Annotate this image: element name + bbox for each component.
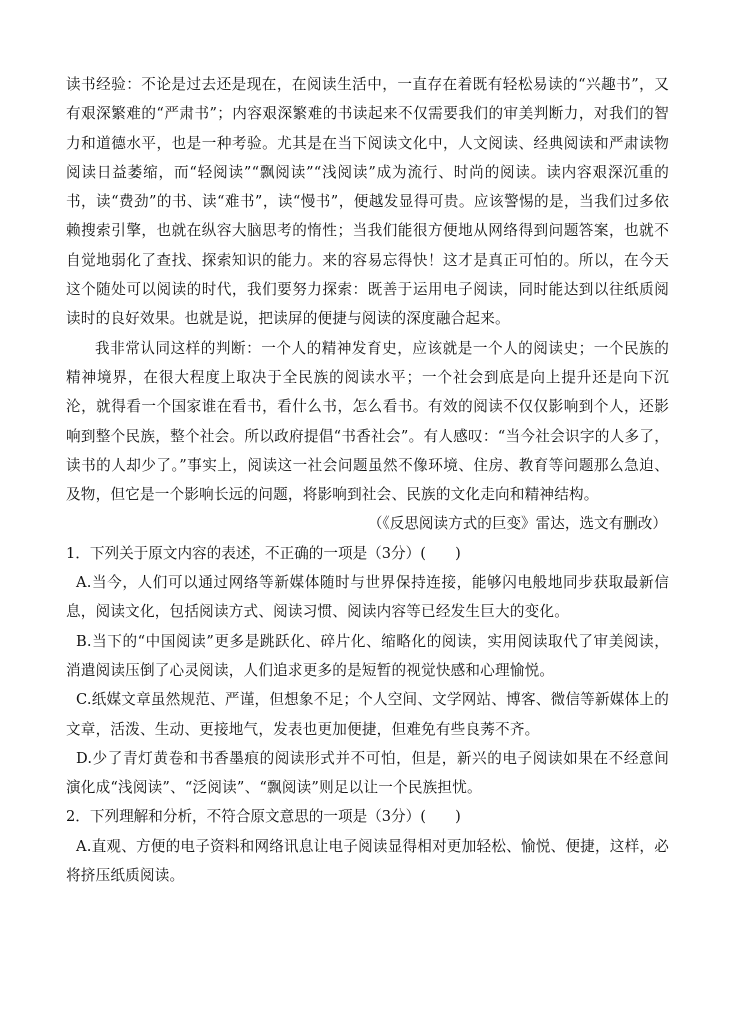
- question-1-option-c: C.纸媒文章虽然规范、严谨，但想象不足；个人空间、文学网站、博客、微信等新媒体上的文章，活泼、生动、更接地气，发表也更加便捷，但难免有些良莠不齐。: [66, 691, 669, 738]
- question-2-option-a: A.直观、方便的电子资料和网络讯息让电子阅读显得相对更加轻松、愉悦、便捷，这样，必将挤压纸质阅读。: [66, 837, 669, 885]
- question-1-option-a: A.当今，人们可以通过网络等新媒体随时与世界保持连接，能够闪电般地同步获取最新信息，阅读文化，包括阅读方式、阅读习惯、阅读内容等已经发生巨大的变化。: [66, 574, 669, 621]
- question-1-option-b: B.当下的“中国阅读”更多是跳跃化、碎片化、缩略化的阅读，实用阅读取代了审美阅读，消遣阅读压倒了心灵阅读，人们追求更多的是短暂的视觉快感和心理愉悦。: [66, 632, 669, 679]
- passage-source: （《反思阅读方式的巨变》雷达，选文有删改）: [367, 515, 667, 533]
- question-2-stem: 2．下列理解和分析，不符合原文意思的一项是（3分）( ): [66, 808, 461, 826]
- passage-paragraph-2: 我非常认同这样的判断：一个人的精神发育史，应该就是一个人的阅读史；一个民族的精神境界，在很大程度上取决于全民族的阅读水平；一个社会到底是向上提升还是向下沉沦，就得看一个国家谁在看书，看什么书，怎么看书。有效的阅读不仅仅影响到个人，还影响到整个民族，整个社会。所以政府提倡“书香社会”。有人感叹：“当今社会识字的人多了，读书的人却少了。”事实上，阅读这一社会问题虽然不像环境、住房、教育等问题那么急迫、及物，但它是一个影响长远的问题，将影响到社会、民族的文化走向和精神结构。: [66, 339, 669, 504]
- question-1: [66, 539, 669, 803]
- question-2: [66, 802, 669, 890]
- question-1-stem: 1．下列关于原文内容的表述，不正确的一项是（3分）( ): [66, 544, 461, 562]
- question-1-option-d: D.少了青灯黄卷和书香墨痕的阅读形式并不可怕，但是，新兴的电子阅读如果在不经意间演化成“浅阅读”、“泛阅读”、“飘阅读”则足以让一个民族担忧。: [66, 749, 669, 797]
- passage-paragraph-1: 读书经验：不论是过去还是现在，在阅读生活中，一直存在着既有轻松易读的“兴趣书”，又有艰深繁难的“严肃书”；内容艰深繁难的书读起来不仅需要我们的审美判断力，对我们的智力和道德水平，也是一种考验。尤其是在当下阅读文化中，人文阅读、经典阅读和严肃读物阅读日益萎缩，而“轻阅读”“飘阅读”“浅阅读”成为流行、时尚的阅读。读内容艰深沉重的书，读“费劲”的书、读“难书”，读“慢书”，便越发显得可贵。应该警惕的是，当我们过多依赖搜索引擎，也就在纵容大脑思考的惰性；当我们能很方便地从网络得到问题答案，也就不自觉地弱化了查找、探索知识的能力。来的容易忘得快！这才是真正可怕的。所以，在今天这个随处可以阅读的时代，我们要努力探索：既善于运用电子阅读，同时能达到以往纸质阅读时的良好效果。也就是说，把读屏的便捷与阅读的深度融合起来。: [66, 76, 669, 328]
